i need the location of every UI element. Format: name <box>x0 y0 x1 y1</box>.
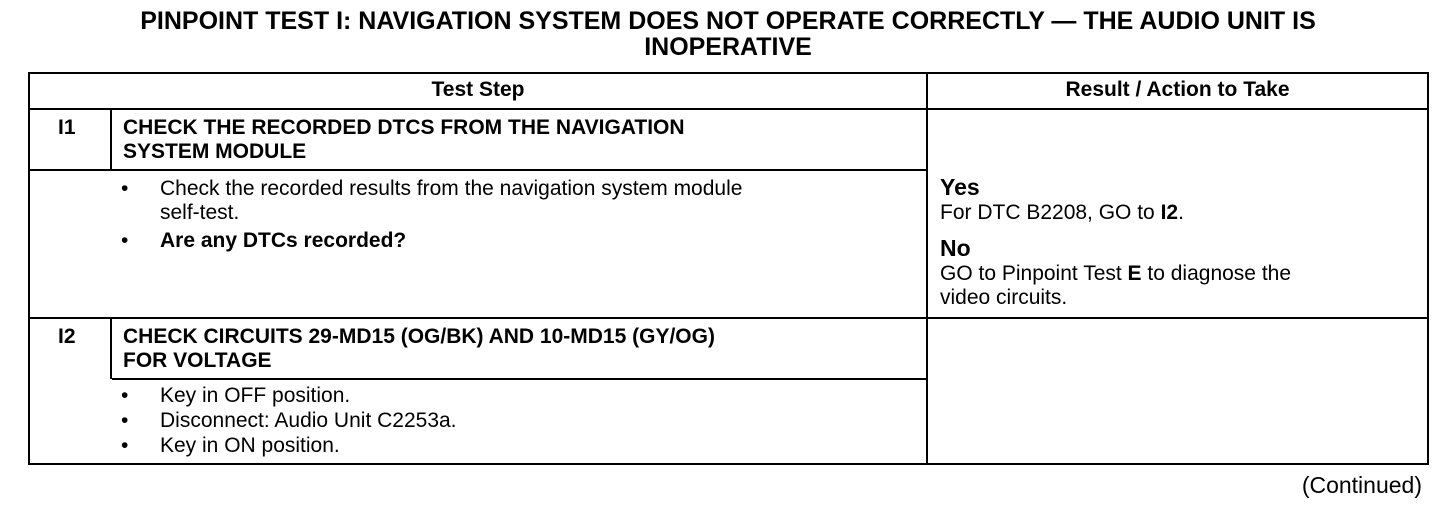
bullet-dot: • <box>121 177 129 200</box>
result-yes-text-body: For DTC B2208, GO to <box>940 201 1161 224</box>
result-no-text-body: GO to Pinpoint Test <box>940 262 1128 285</box>
step-i2-bullet-2: Disconnect: Audio Unit C2253a. <box>160 409 457 432</box>
column-divider <box>926 72 928 465</box>
table-border-bottom <box>28 463 1429 465</box>
continued-note: (Continued) <box>1301 472 1422 498</box>
result-yes-label: Yes <box>940 174 980 200</box>
step-heading-i2 <box>123 325 715 373</box>
i1-i2-divider <box>28 317 1429 319</box>
pinpoint-test-table <box>28 72 1429 465</box>
step-heading-i1-line-2: SYSTEM MODULE <box>123 140 307 163</box>
table-border-top <box>28 72 1429 74</box>
step-heading-i2-line-1: CHECK CIRCUITS 29-MD15 (OG/BK) AND 10-MD15 (GY/OG) <box>123 325 715 348</box>
step-heading-i1-line-1: CHECK THE RECORDED DTCS FROM THE NAVIGATION <box>123 116 685 139</box>
step-i1-bullet-2: Are any DTCs recorded? <box>160 229 407 252</box>
table-border-left <box>28 72 30 465</box>
step-i1-bullet-1-line-1: Check the recorded results from the navigation system module <box>160 177 743 200</box>
bullet-dot: • <box>121 384 129 407</box>
table-border-right <box>1427 72 1429 465</box>
result-yes-step-ref: I2 <box>1160 201 1179 224</box>
title-line-2: INOPERATIVE <box>644 33 812 61</box>
step-i1-bullet-1 <box>160 177 742 225</box>
i2-heading-divider <box>112 378 928 380</box>
step-id-i1: I1 <box>58 116 76 139</box>
step-heading-i2-line-2: FOR VOLTAGE <box>123 349 272 372</box>
result-yes-text-end: . <box>1178 201 1184 224</box>
page-title <box>28 8 1428 60</box>
result-no-label: No <box>940 235 971 261</box>
step-i1-bullet-1-line-2: self-test. <box>160 201 240 224</box>
bullet-dot: • <box>121 434 129 457</box>
step-i2-bullet-3: Key in ON position. <box>160 434 340 457</box>
header-divider <box>28 108 1429 110</box>
result-no-text-body-end: to diagnose the <box>1141 262 1292 285</box>
step-heading-i1 <box>123 116 685 164</box>
bullet-dot: • <box>121 229 129 252</box>
title-line-1: PINPOINT TEST I: NAVIGATION SYSTEM DOES NOT OPERATE CORRECTLY — THE AUDIO UNIT IS <box>140 7 1316 35</box>
step-id-divider-i1 <box>110 108 112 170</box>
step-id-i2: I2 <box>58 325 76 348</box>
result-no-test-ref: E <box>1127 262 1142 285</box>
step-id-divider-i2 <box>110 317 112 379</box>
header-test-step: Test Step <box>431 78 525 101</box>
result-yes-text <box>940 201 1184 225</box>
i1-heading-divider <box>28 169 928 171</box>
result-no-text-line-2: video circuits. <box>940 286 1068 309</box>
step-i2-bullet-1: Key in OFF position. <box>160 384 351 407</box>
header-result-action: Result / Action to Take <box>1065 78 1290 101</box>
bullet-dot: • <box>121 409 129 432</box>
result-no-text <box>940 262 1291 310</box>
